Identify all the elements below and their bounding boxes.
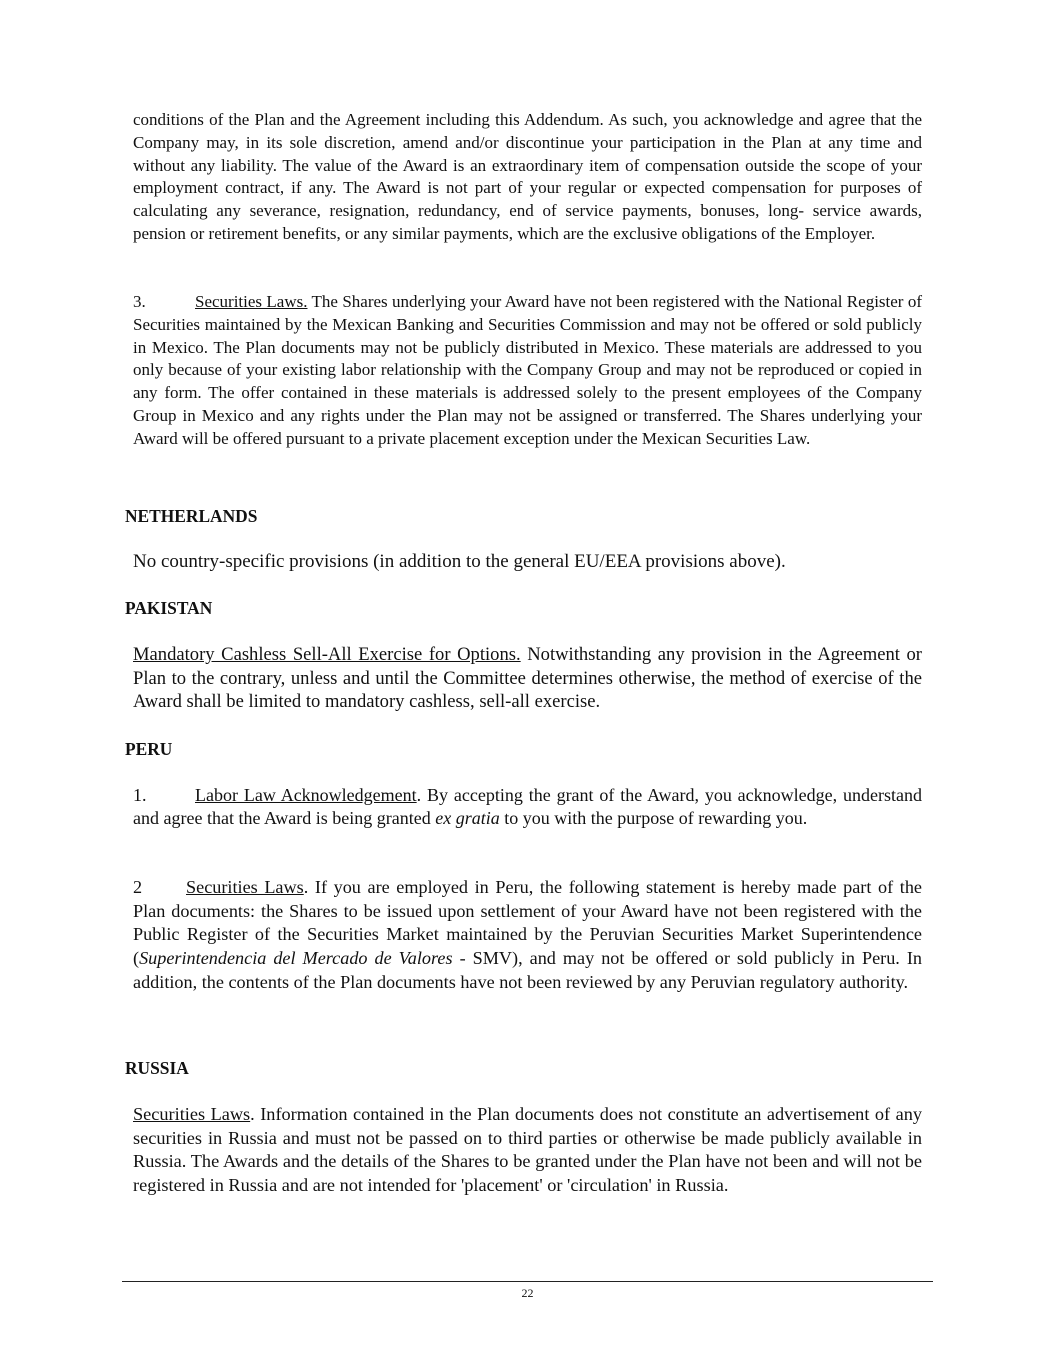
section-body: . Information contained in the Plan documents does not constitute an advertisement of any securities in Russia and must not be passed on to third parties or otherwise be made publicly available in Russia. The Awards and the details of the Shares to be granted under the Plan have not been and will not be registered in Russia and are not intended for 'placement' or 'circulation' in Russia.: [133, 1104, 922, 1196]
section-body-end: - SMV), and may not be offered or sold publicly in Peru. In addition, the contents of the Plan documents have not been reviewed by any Peruvian regulatory authority.: [133, 948, 922, 992]
italic-term: Superintendencia del Mercado de Valores: [139, 948, 453, 969]
section-title: Securities Laws.: [195, 292, 308, 311]
section-title: Labor Law Acknowledgement: [195, 785, 417, 805]
section-number: 1.: [133, 785, 147, 805]
section-title: Securities Laws: [186, 877, 304, 897]
pakistan-paragraph: [133, 643, 922, 714]
section-body: . If you are employed in Peru, the following statement is hereby made part of the Plan documents: the Shares to be issued upon settlement of your Award have not been registered with the Public Register of the Securities Market maintained by the Peruvian Securities Market Superintendence (: [133, 877, 922, 969]
section-number: 3.: [133, 292, 146, 311]
italic-term: ex gratia: [435, 808, 500, 828]
section-number: 2: [133, 877, 143, 897]
section-title: Mandatory Cashless Sell-All Exercise for Options.: [133, 644, 521, 665]
heading-peru: PERU: [125, 739, 173, 759]
peru-labor-law-paragraph: [133, 784, 922, 830]
section-body: Notwithstanding any provision in the Agreement or Plan to the contrary, unless and until the Committee determines otherwise, the method of exercise of the Award shall be limited to mandatory cashless, sell-all exercise.: [133, 644, 922, 712]
russia-paragraph: [133, 1103, 922, 1198]
section-body-end: to you with the purpose of rewarding you.: [499, 808, 808, 828]
heading-russia: RUSSIA: [125, 1058, 189, 1078]
mexico-securities-laws-paragraph: [133, 291, 922, 451]
intro-paragraph: conditions of the Plan and the Agreement including this Addendum. As such, you acknowledge and agree that the Company may, in its sole discretion, amend and/or discontinue your participation in the Plan at any time and without any liability. The value of the Award is an extraordinary item of compensation outside the scope of your employment contract, if any. The Award is not part of your regular or expected compensation for purposes of calculating any severance, resignation, redundancy, end of service payments, bonuses, long- service awards, pension or retirement benefits, or any similar payments, which are the exclusive obligations of the Employer.: [133, 110, 922, 243]
peru-securities-laws-paragraph: [133, 876, 922, 995]
heading-pakistan: PAKISTAN: [125, 598, 213, 618]
footer-divider: [122, 1281, 933, 1282]
netherlands-paragraph: No country-specific provisions (in addition to the general EU/EEA provisions above).: [133, 551, 786, 572]
page-number: 22: [521, 1286, 534, 1300]
heading-netherlands: NETHERLANDS: [125, 506, 258, 526]
section-title: Securities Laws: [133, 1104, 251, 1124]
section-body: . By accepting the grant of the Award, you acknowledge, understand and agree that the Award is being granted: [133, 785, 922, 828]
section-body: The Shares underlying your Award have not been registered with the National Register of Securities maintained by the Mexican Banking and Securities Commission and may not be offered or sold publicly in Mexico. The Plan documents may not be publicly distributed in Mexico. These materials are addressed to you only because of your existing labor relationship with the Company Group and may not be reproduced or copied in any form. The offer contained in these materials is addressed solely to the present employees of the Company Group in Mexico and any rights under the Plan may not be assigned or transferred. The Shares underlying your Award will be offered pursuant to a private placement exception under the Mexican Securities Law.: [133, 292, 922, 448]
